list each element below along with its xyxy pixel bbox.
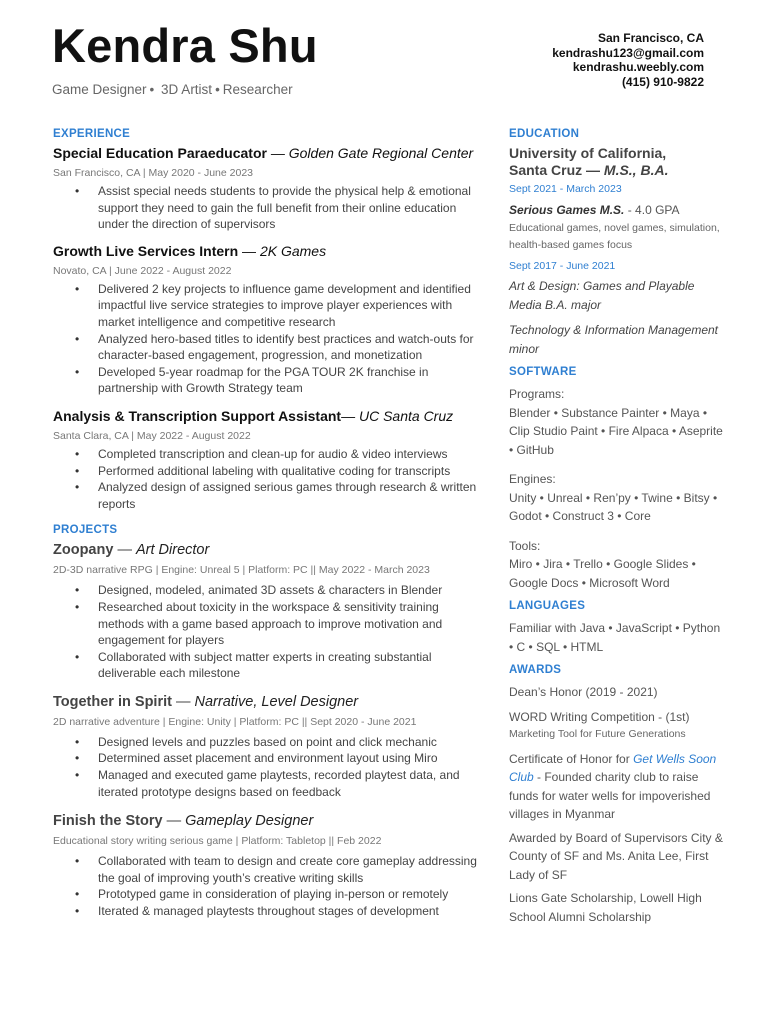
experience-item [53,243,483,397]
languages-list: Java • JavaScript • Python • C • SQL • HTML [509,621,721,654]
project-role: Gameplay Designer [185,813,314,830]
left-column [53,128,483,920]
bullet: • Performed additional labeling with qualitative coding for transcripts [98,463,483,480]
job-title-line [53,408,483,425]
job-title: Analysis & Transcription Support Assistant [53,407,342,424]
role-1: Game Designer [52,82,147,97]
project-title-line [53,813,483,830]
project-title: Finish the Story [53,813,163,830]
engines-list: Unity • Unreal • Ren’py • Twine • Bitsy • Godot • Construct 3 • Core [509,490,718,523]
dash: — [341,407,359,424]
project-title: Together in Spirit [53,693,172,710]
get-wells-soon-link[interactable]: Get Wells Soon Club [509,751,717,784]
bullet: • Analyzed hero-based titles to identify best practices and watch-outs for character-based engagement, progression, and monetization [98,331,483,364]
ms-date: Sept 2021 - March 2023 [509,183,622,195]
bullet: • Delivered 2 key projects to influence game development and identified impactful live service strategies to improve player experiences with market intelligence and competitive research [98,281,483,331]
contact-email[interactable]: kendrashu123@gmail.com [552,45,704,60]
school-line-1: University of California, [509,145,667,161]
bullet: • Assist special needs students to provide the physical help & emotional support they need to gain the full benefit from their online education under the direction of supervisors [98,183,483,233]
role-2: 3D Artist [161,82,213,97]
awards-heading: AWARDS [509,664,562,676]
job-title: Special Education Paraeducator [53,145,267,161]
job-meta: Santa Clara, CA | May 2022 - August 2022 [53,429,251,442]
job-org: Golden Gate Regional Center [288,145,474,161]
school-line-2 [509,162,724,179]
dash: — [113,542,136,559]
project-bullets [53,582,483,682]
project-meta: Educational story writing serious game | Platform: Tabletop || Feb 2022 [53,835,382,848]
project-title-line [53,694,483,711]
tagline [52,82,293,97]
dash: — [266,145,289,161]
job-bullets [53,281,483,397]
contact-website[interactable]: kendrashu.weebly.com [572,60,704,74]
school-campus: Santa Cruz — [509,162,604,178]
bullet: • Collaborated with team to design and create core gameplay addressing the goal of improving youth’s creative writing skills [98,853,483,886]
project-meta: 2D-3D narrative RPG | Engine: Unreal 5 | Platform: PC || May 2022 - March 2023 [53,564,430,577]
bullet: • Completed transcription and clean-up for audio & video interviews [98,446,483,463]
dash: — [162,813,186,830]
award-certificate [509,750,724,824]
cert-prefix: Certificate of Honor for [509,751,634,766]
dash: — [238,242,260,259]
bullet: • Prototyped game in consideration of playing in-person or remotely [98,886,483,903]
bullet: • Collaborated with subject matter experts in creating substantial deliverable each milestone [98,649,483,682]
software-heading: SOFTWARE [509,366,577,378]
project-item [53,694,483,800]
role-separator-1: • [149,82,155,97]
bullet: • Analyzed design of assigned serious games through research & written reports [98,479,483,512]
resume-name: Kendra Shu [52,19,318,72]
languages-prefix: Familiar with [509,621,580,635]
degree-list: M.S., B.A. [603,162,669,178]
languages-heading: LANGUAGES [509,600,586,612]
project-meta: 2D narrative adventure | Engine: Unity | Platform: PC || Sept 2020 - June 2021 [53,715,417,728]
job-title: Growth Live Services Intern [53,242,239,259]
project-title-line [53,542,483,559]
ms-focus: Educational games, novel games, simulation, health-based games focus [509,222,720,251]
project-bullets [53,734,483,800]
role-separator-2: • [215,82,220,97]
languages-text [509,619,724,656]
cert-suffix: - Founded charity club to raise funds for water wells for impoverished villages in Myanmar [509,770,711,821]
experience-heading: EXPERIENCE [53,128,131,140]
project-bullets [53,853,483,919]
bullet: • Determined asset placement and environment layout using Miro [98,750,483,767]
ba-minor: Technology & Information Management minor [509,323,719,356]
contact-location: San Francisco, CA [597,31,704,45]
projects-heading: PROJECTS [53,524,118,537]
programs-label: Programs: [509,387,565,401]
tools-label: Tools: [509,538,541,553]
job-meta: San Francisco, CA | May 2020 - June 2023 [53,167,254,179]
award-deans: Dean’s Honor (2019 - 2021) [509,685,658,699]
education-heading: EDUCATION [509,128,580,140]
ba-date: Sept 2017 - June 2021 [509,260,616,272]
award-word-sub: Marketing Tool for Future Generations [509,728,686,740]
job-title-line [53,243,483,260]
project-title: Zoopany [53,542,114,559]
engines-label: Engines: [509,472,556,486]
ms-name: Serious Games M.S. [509,203,625,217]
ms-degree [509,202,724,219]
award-board: Awarded by Board of Supervisors City & County of SF and Ms. Anita Lee, First Lady of SF [509,830,723,882]
bullet: • Managed and executed game playtests, recorded playtest data, and iterated prototype designs based on feedback [98,767,483,800]
bullet: • Researched about toxicity in the workspace & sensitivity training methods with a game based approach to improve motivation and engagement for players [98,599,483,649]
project-item [53,542,483,682]
project-role: Narrative, Level Designer [194,693,359,710]
job-title-line [53,145,483,162]
job-org: UC Santa Cruz [358,407,454,424]
experience-item [53,408,483,512]
contact-block [552,31,704,89]
dash: — [171,693,195,710]
right-column [509,128,724,926]
bullet: • Designed levels and puzzles based on point and click mechanic [98,734,483,751]
bullet: • Designed, modeled, animated 3D assets & characters in Blender [98,582,483,599]
programs-list: Blender • Substance Painter • Maya • Clip Studio Paint • Fire Alpaca • Aseprite • GitHub [509,405,723,457]
job-bullets [53,446,483,512]
project-role: Art Director [135,542,210,559]
tools-list: Miro • Jira • Trello • Google Slides • Google Docs • Microsoft Word [509,557,696,590]
bullet: • Iterated & managed playtests throughout stages of development [98,903,483,920]
contact-phone: (415) 910-9822 [621,74,704,89]
job-bullets [53,183,483,233]
award-word: WORD Writing Competition - (1st) [509,709,690,724]
project-item [53,813,483,919]
ba-major: Art & Design: Games and Playable Media B.A. major [509,279,695,312]
ms-gpa: - 4.0 GPA [624,203,680,217]
job-meta: Novato, CA | June 2022 - August 2022 [53,264,232,277]
experience-item [53,145,483,233]
award-lions: Lions Gate Scholarship, Lowell High School Alumni Scholarship [509,891,702,924]
job-org: 2K Games [259,242,327,259]
bullet: • Developed 5-year roadmap for the PGA TOUR 2K franchise in partnership with Growth Strategy team [98,364,483,397]
role-3: Researcher [222,82,293,97]
